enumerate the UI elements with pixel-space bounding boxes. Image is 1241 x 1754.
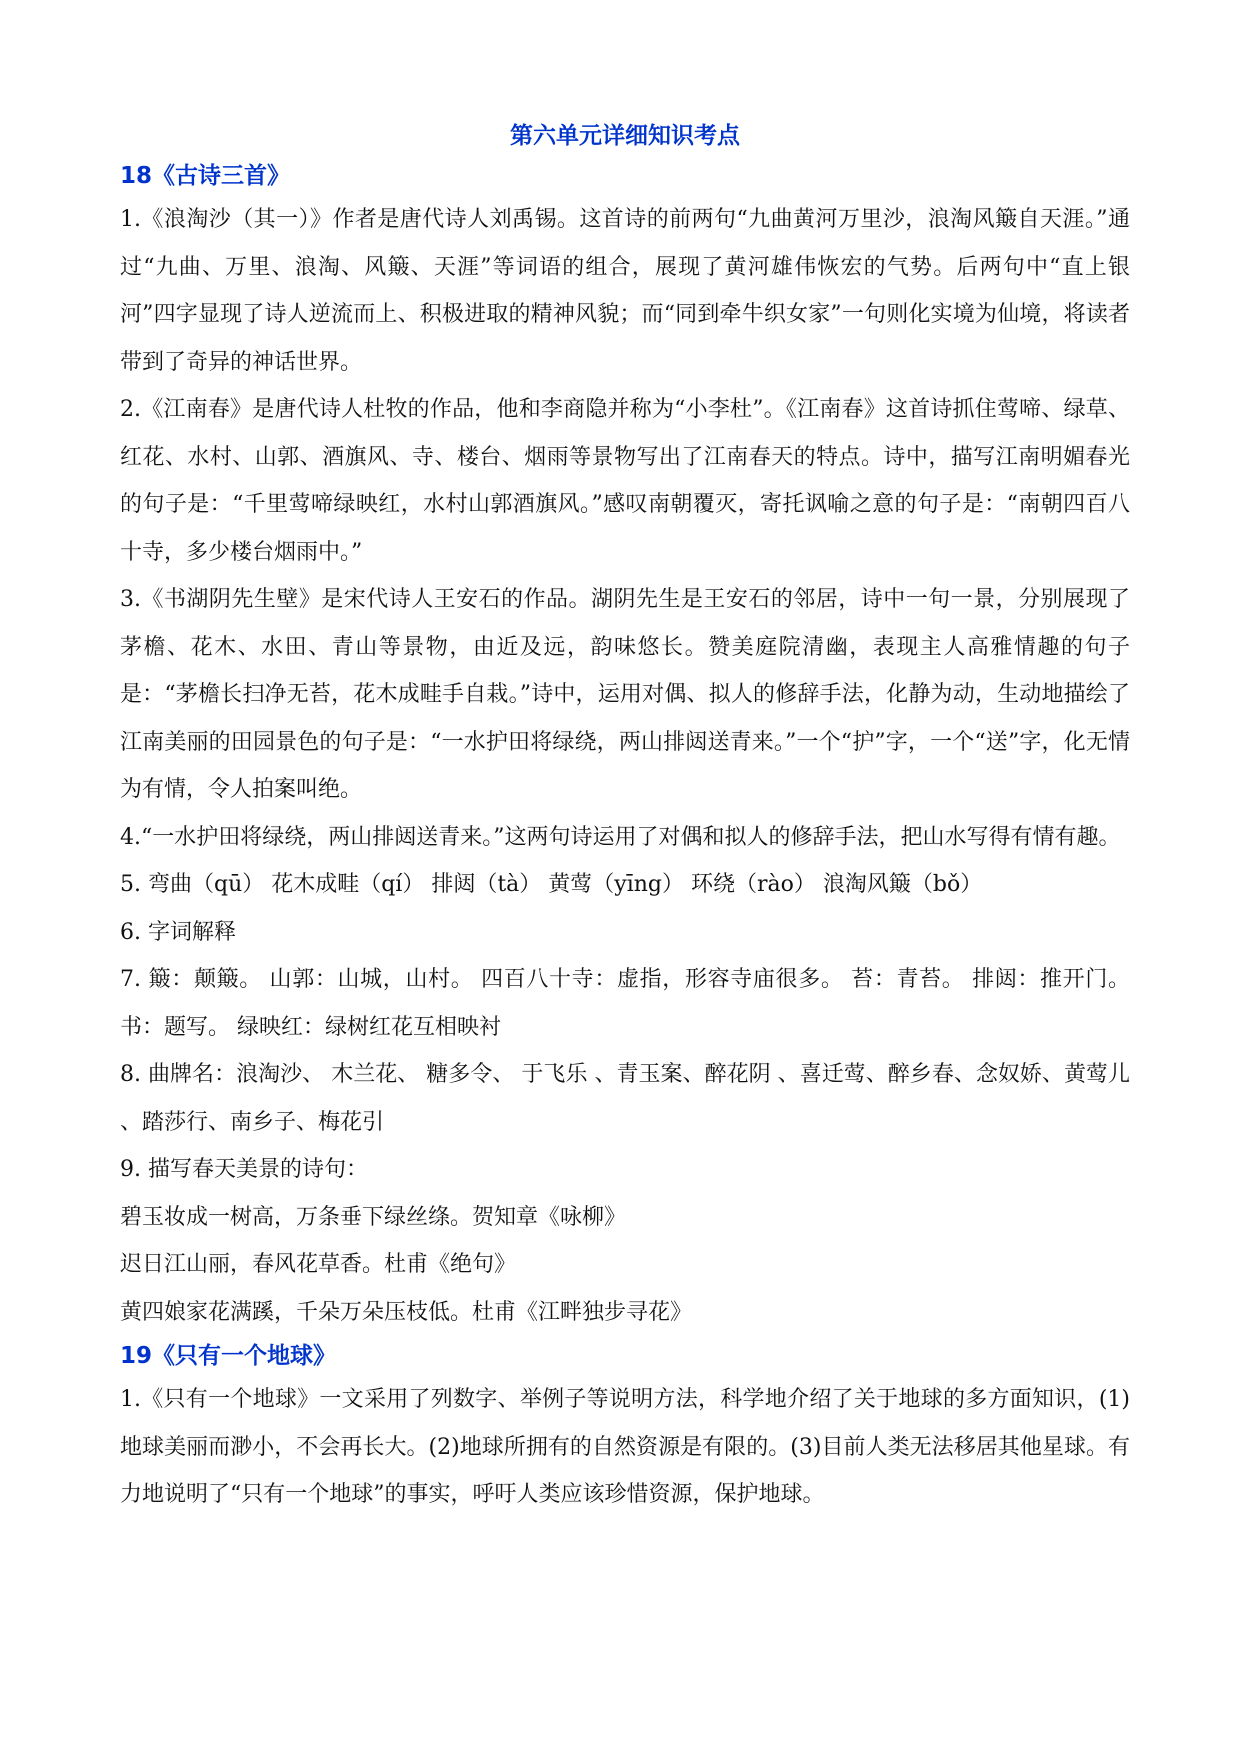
paragraph: 4.“一水护田将绿绕，两山排闼送青来。”这两句诗运用了对偶和拟人的修辞手法，把山水写得有情有趣。 — [120, 824, 1121, 850]
document-page — [120, 116, 1130, 1519]
poem-line: 碧玉妆成一树高，万条垂下绿丝绦。贺知章《咏柳》 — [120, 1204, 627, 1230]
poem-line: 黄四娘家花满蹊，千朵万朵压枝低。杜甫《江畔独步寻花》 — [120, 1299, 693, 1325]
paragraph: 6. 字词解释 — [120, 919, 236, 945]
poem-line: 迟日江山丽，春风花草香。杜甫《绝句》 — [120, 1252, 517, 1277]
section-18-poems — [120, 156, 1130, 1336]
paragraph: 2.《江南春》是唐代诗人杜牧的作品，他和李商隐并称为“小李杜”。《江南春》这首诗抓住莺啼、绿草、红花、水村、山郭、酒旗风、寺、楼台、烟雨等景物写出了江南春天的特点。诗中，描写江南明媚春光的句子是：“千里莺啼绿映红，水村山郭酒旗风。”感叹南朝覆灭，寄托讽喻之意的句子是：“南朝四百八十寺，多少楼台烟雨中。” — [120, 397, 1130, 565]
paragraph: 3.《书湖阴先生壁》是宋代诗人王安石的作品。湖阴先生是王安石的邻居，诗中一句一景，分别展现了茅檐、花木、水田、青山等景物，由近及远，韵味悠长。赞美庭院清幽，表现主人高雅情趣的句子是：“茅檐长扫净无苔，花木成畦手自栽。”诗中，运用对偶、拟人的修辞手法，化静为动，生动地描绘了江南美丽的田园景色的句子是：“一水护田将绿绕，两山排闼送青来。”一个“护”字，一个“送”字，化无情为有情，令人拍案叫绝。 — [120, 587, 1130, 802]
paragraph: 7. 簸：颠簸。 山郭：山城，山村。 四百八十寺：虚指，形容寺庙很多。 苔：青苔。 排闼：推开门。书：题写。 绿映红：绿树红花互相映衬 — [120, 967, 1130, 1040]
section-heading: 19《只有一个地球》 — [120, 1343, 337, 1369]
paragraph: 1.《只有一个地球》一文采用了列数字、举例子等说明方法，科学地介绍了关于地球的多方面知识，(1)地球美丽而渺小，不会再长大。(2)地球所拥有的自然资源是有限的。(3)目前人类无法移居其他星球。有力地说明了“只有一个地球”的事实，呼吁人类应该珍惜资源，保护地球。 — [120, 1387, 1130, 1507]
paragraph: 9. 描写春天美景的诗句： — [120, 1157, 368, 1182]
section-heading: 18《古诗三首》 — [120, 163, 291, 189]
paragraph: 1.《浪淘沙（其一）》作者是唐代诗人刘禹锡。这首诗的前两句“九曲黄河万里沙，浪淘风簸自天涯。”通过“九曲、万里、浪淘、风簸、天涯”等词语的组合，展现了黄河雄伟恢宏的气势。后两句中“直上银河”四字显现了诗人逆流而上、积极进取的精神风貌；而“同到牵牛织女家”一句则化实境为仙境，将读者带到了奇异的神话世界。 — [120, 207, 1130, 375]
paragraph: 8. 曲牌名：浪淘沙、 木兰花、 糖多令、 于飞乐 、青玉案、醉花阴 、喜迁莺、醉乡春、念奴娇、黄莺儿 、踏莎行、南乡子、梅花引 — [120, 1062, 1130, 1135]
paragraph-pinyin: 5. 弯曲（qū） 花木成畦（qí） 排闼（tà） 黄莺（yīng） 环绕（rào） 浪淘风簸（bǒ） — [120, 872, 983, 897]
page-title: 第六单元详细知识考点 — [510, 123, 740, 149]
section-19-one-earth — [120, 1336, 1130, 1519]
